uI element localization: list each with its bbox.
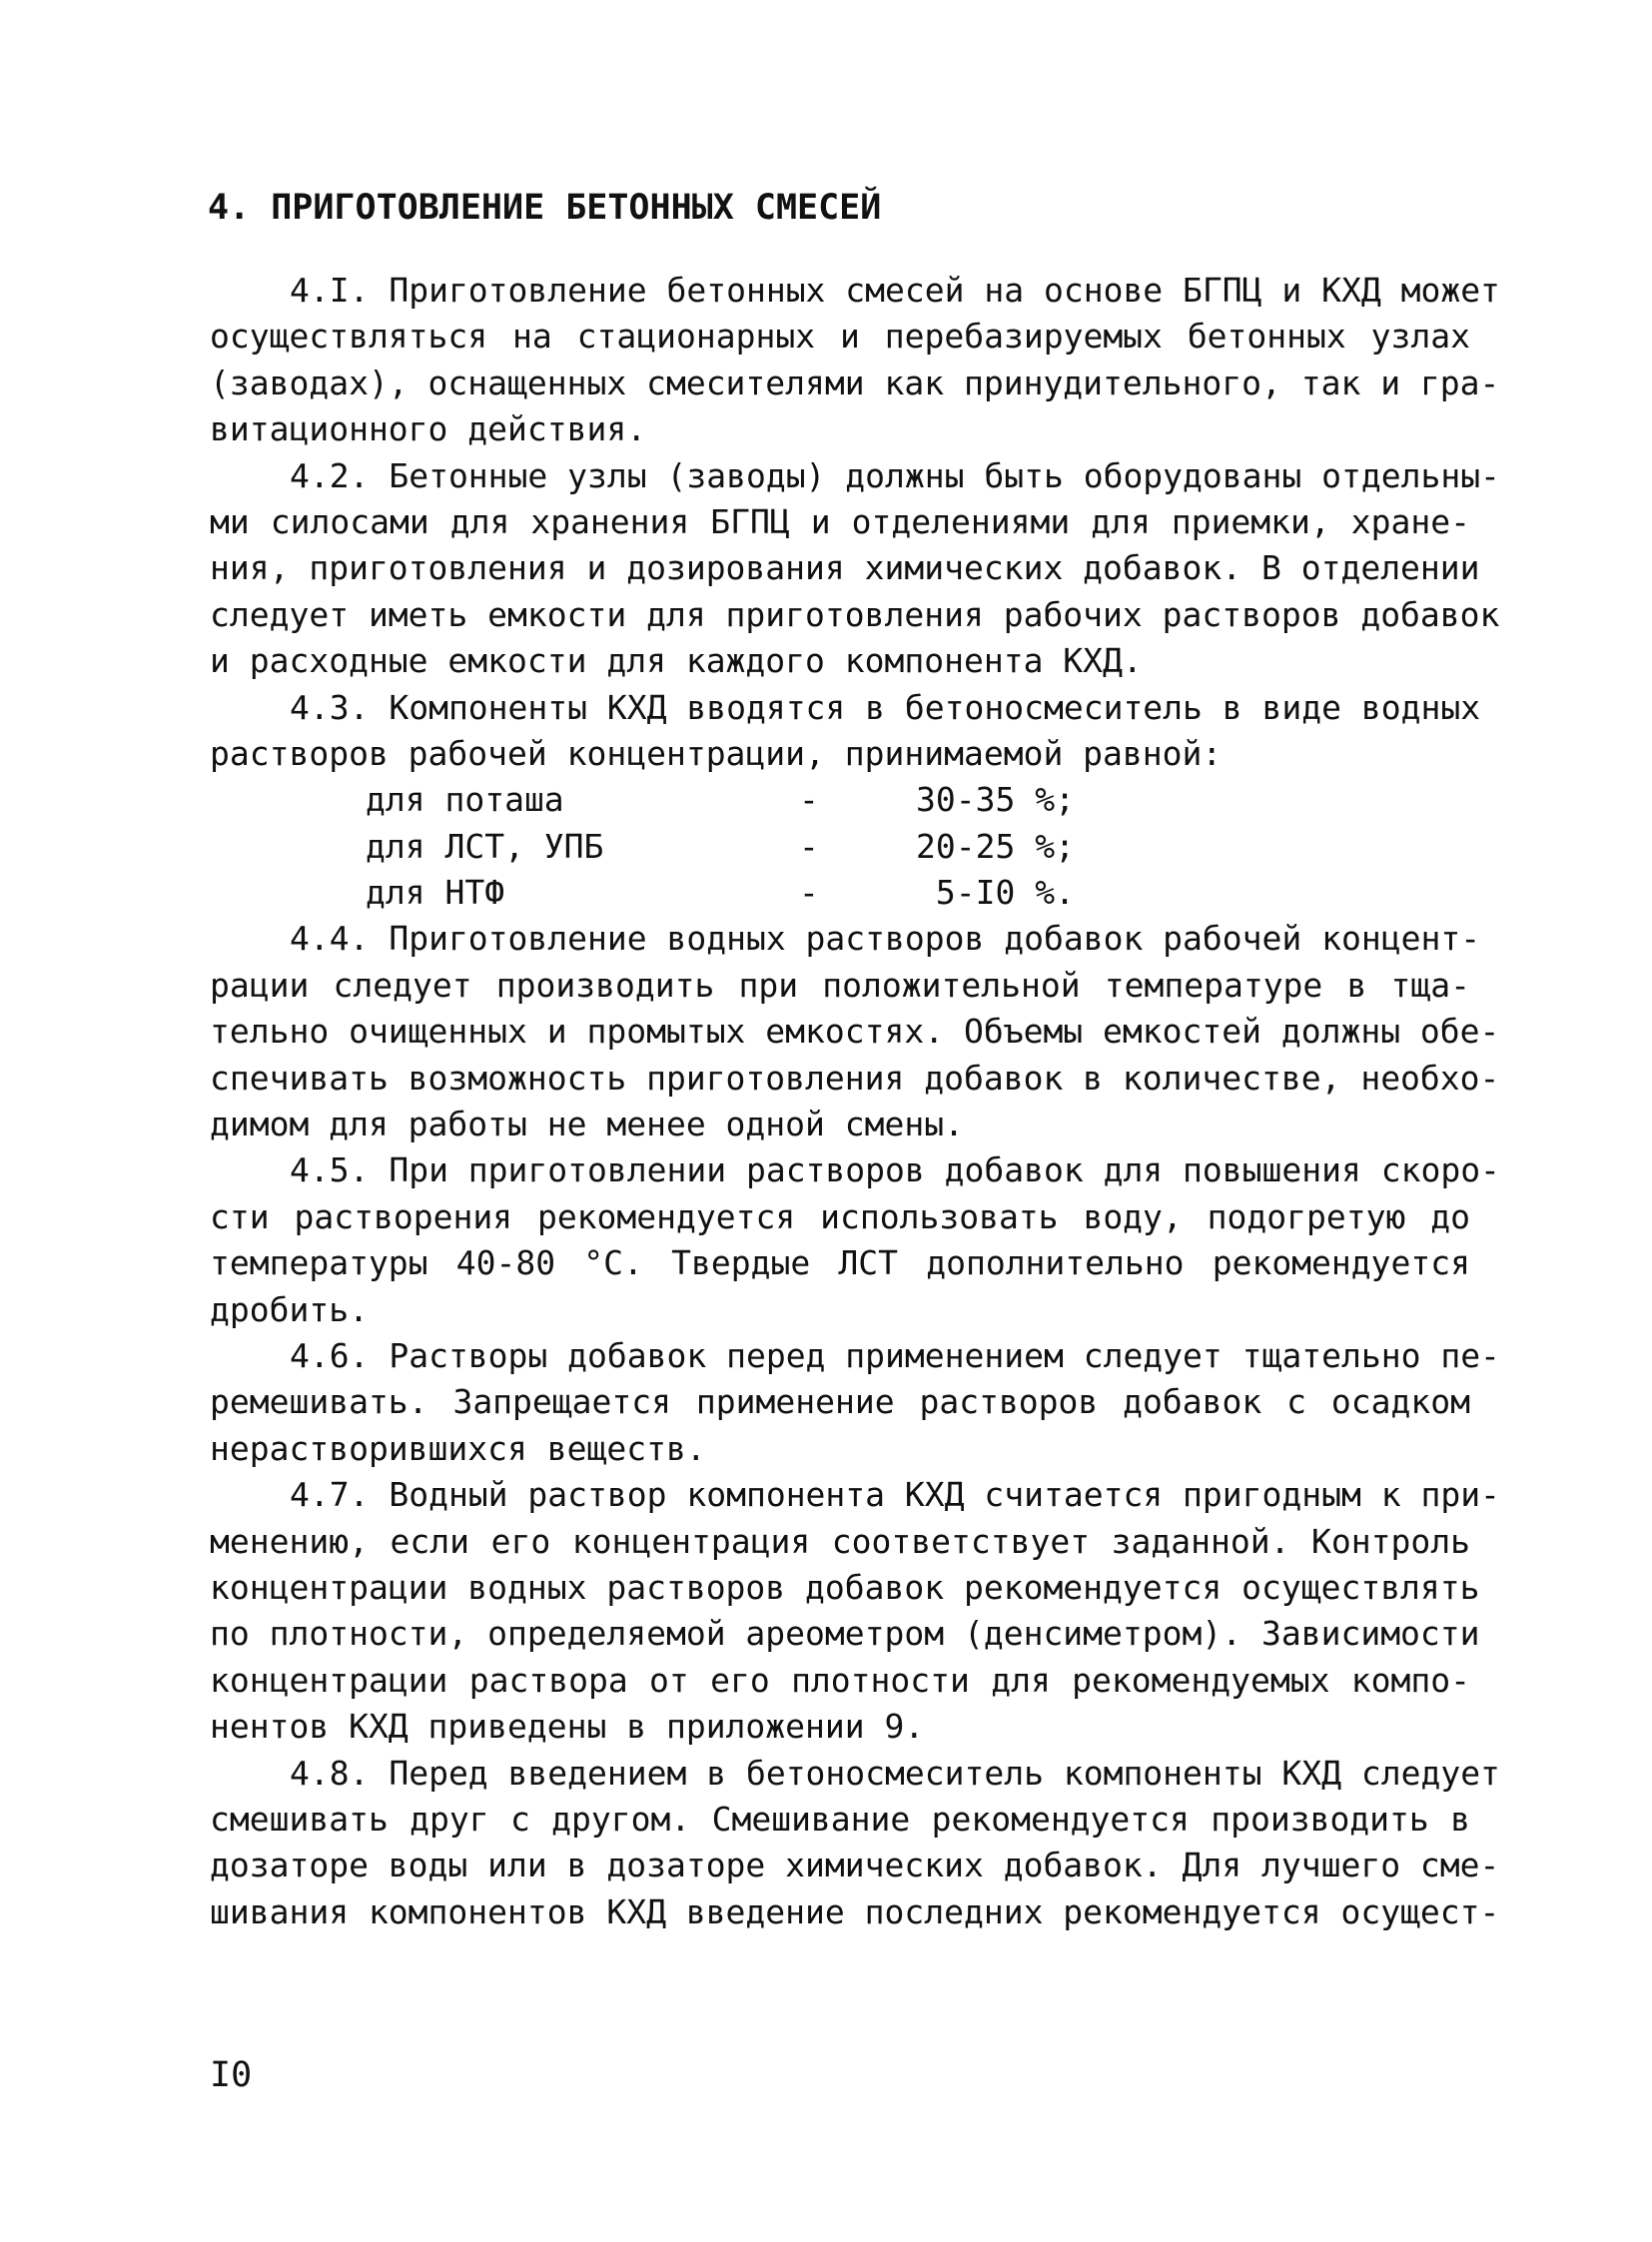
paragraph-line: сти растворения рекомендуется использовать воду, подогретую до (210, 1196, 1470, 1236)
concentration-dash: - (799, 780, 819, 820)
paragraph (210, 453, 1500, 685)
concentration-row (210, 824, 1470, 870)
paragraph-line: дозаторе воды или в дозаторе химических добавок. Для лучшего сме- (210, 1846, 1500, 1885)
paragraph-line: ми силосами для хранения БГПЦ и отделениями для приемки, хране- (210, 501, 1470, 541)
concentration-dash: - (799, 873, 819, 913)
concentration-label: для поташа (366, 780, 564, 820)
concentration-row (210, 777, 1470, 823)
concentration-dash: - (799, 826, 819, 866)
paragraph-line: шивания компонентов КХД введение последних рекомендуется осущест- (210, 1891, 1500, 1931)
concentration-row (210, 870, 1470, 916)
paragraph-line: 4.5. При приготовлении растворов добавок для повышения скоро- (290, 1150, 1500, 1190)
paragraph-line: димом для работы не менее одной смены. (210, 1105, 964, 1144)
paragraph-line: 4.4. Приготовление водных растворов добавок рабочей концент- (290, 919, 1481, 959)
paragraph-line: (заводах), оснащенных смесителями как принудительного, так и гра- (210, 363, 1500, 402)
paragraph-line: 4.7. Водный раствор компонента КХД считается пригодным к при- (290, 1475, 1500, 1515)
paragraph-line: концентрации раствора от его плотности для рекомендуемых компо- (210, 1660, 1470, 1700)
paragraph-line: 4.8. Перед введением в бетоносмеситель компоненты КХД следует (290, 1753, 1500, 1793)
paragraph-line: концентрации водных растворов добавок рекомендуется осуществлять (210, 1567, 1480, 1607)
paragraph-line: 4.6. Растворы добавок перед применением следует тщательно пе- (290, 1335, 1500, 1375)
paragraph-line: 4.2. Бетонные узлы (заводы) должны быть оборудованы отдельны- (290, 455, 1500, 495)
paragraph-line: витационного действия. (210, 409, 647, 449)
paragraph-line: растворов рабочей концентрации, принимаемой равной: (210, 733, 1223, 773)
paragraph-line: 4.3. Компоненты КХД вводятся в бетоносмеситель в виде водных (290, 687, 1481, 727)
paragraph-line: менению, если его концентрация соответствует заданной. Контроль (210, 1521, 1470, 1561)
paragraph (210, 685, 1481, 778)
paragraph-line: следует иметь емкости для приготовления рабочих растворов добавок (210, 594, 1500, 634)
paragraph (210, 1147, 1500, 1333)
paragraph-line: смешивать друг с другом. Смешивание рекомендуется производить в (210, 1799, 1470, 1839)
paragraph-line: температуры 40-80 °С. Твердые ЛСТ дополнительно рекомендуется (210, 1243, 1470, 1283)
paragraph (210, 1333, 1500, 1472)
paragraph-line: нентов КХД приведены в приложении 9. (210, 1707, 925, 1747)
paragraph-line: осуществляться на стационарных и перебазируемых бетонных узлах (210, 317, 1470, 357)
paragraph-line: 4.I. Приготовление бетонных смесей на основе БГПЦ и КХД может (290, 271, 1500, 310)
paragraph-line: ремешивать. Запрещается применение растворов добавок с осадком (210, 1382, 1470, 1422)
paragraph-line: по плотности, определяемой ареометром (денсиметром). Зависимости (210, 1614, 1480, 1654)
paragraph-line: тельно очищенных и промытых емкостях. Объемы емкостей должны обе- (210, 1012, 1500, 1052)
paragraph-line: дробить. (210, 1289, 369, 1329)
concentration-label: для ЛСТ, УПБ (366, 826, 604, 866)
paragraph (210, 916, 1500, 1147)
paragraph-line: нерастворившихся веществ. (210, 1428, 706, 1468)
paragraph-line: ния, приготовления и дозирования химических добавок. В отделении (210, 548, 1480, 588)
concentration-value: 5-I0 %. (935, 873, 1075, 913)
concentration-label: для НТФ (366, 873, 505, 913)
section-body (210, 268, 1500, 1935)
concentration-list (210, 777, 1470, 916)
paragraph (210, 1751, 1500, 1936)
concentration-value: 30-35 %; (916, 780, 1075, 820)
page-number: I0 (210, 2055, 253, 2095)
paragraph (210, 268, 1500, 453)
paragraph-line: рации следует производить при положительной температуре в тща- (210, 965, 1470, 1005)
section-heading: 4. ПРИГОТОВЛЕНИЕ БЕТОННЫХ СМЕСЕЙ (208, 188, 882, 228)
concentration-value: 20-25 %; (916, 826, 1075, 866)
paragraph (210, 1472, 1500, 1750)
paragraph-line: и расходные емкости для каждого компонента КХД. (210, 641, 1143, 681)
paragraph-line: спечивать возможность приготовления добавок в количестве, необхо- (210, 1058, 1500, 1098)
